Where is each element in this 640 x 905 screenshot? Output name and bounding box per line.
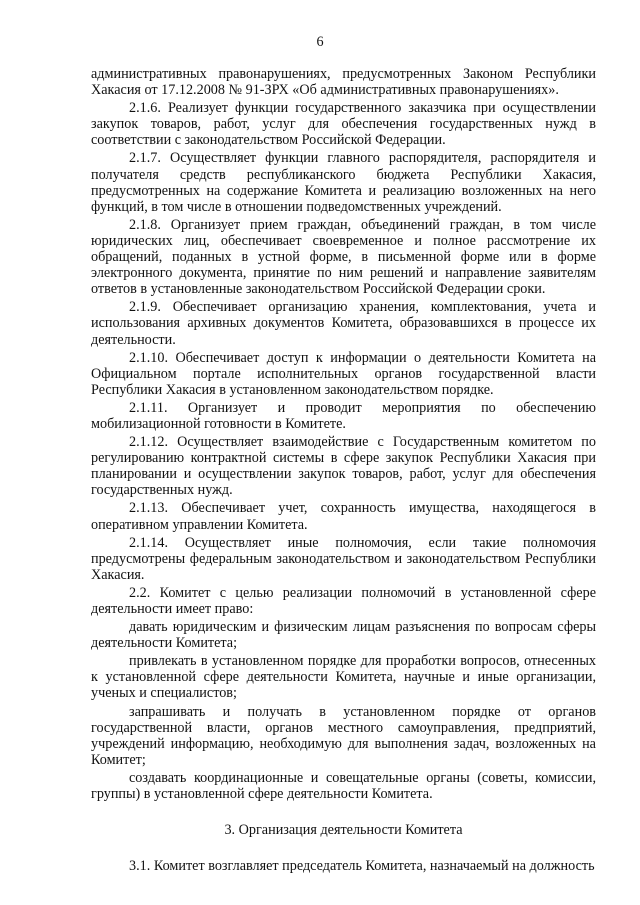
paragraph: 3.1. Комитет возглавляет председатель Комитета, назначаемый на должность — [129, 858, 595, 875]
paragraph: запрашивать и получать в установленном порядке от органов государственной власти, органов местного самоуправления, предприятий, учреждений информацию, необходимую для выполнения задач, возложенных на Комитет; — [91, 703, 596, 768]
document-body — [91, 66, 596, 876]
paragraph: 2.1.14. Осуществляет иные полномочия, если такие полномочия предусмотрены федеральным законодательством и законодательством Республики Хакасия. — [91, 534, 596, 583]
paragraph: 2.1.13. Обеспечивает учет, сохранность имущества, находящегося в оперативном управлении Комитета. — [91, 500, 596, 533]
paragraph-list — [91, 66, 596, 802]
section-paragraph-list — [91, 858, 596, 874]
paragraph: 2.1.8. Организует прием граждан, объединений граждан, в том числе юридических лиц, обеспечивает своевременное и полное рассмотрение их обращений, поданных в устной форме, в письменной форме или в форме электронного документа, принятие по ним решений и направление заявителям ответов в установленные законодательством Российской Федерации сроки. — [91, 216, 596, 298]
paragraph: 2.1.10. Обеспечивает доступ к информации о деятельности Комитета на Официальном портале исполнительных органов государственной власти Республики Хакасия в установленном законодательством порядке. — [91, 349, 596, 398]
paragraph: привлекать в установленном порядке для проработки вопросов, отнесенных к установленной сфере деятельности Комитета, научные и иные организации, ученых и специалистов; — [91, 653, 596, 702]
paragraph: создавать координационные и совещательные органы (советы, комиссии, группы) в установленной сфере деятельности Комитета. — [91, 769, 596, 803]
paragraph: 2.1.6. Реализует функции государственного заказчика при осуществлении закупок товаров, работ, услуг для обеспечения государственных нужд в соответствии с законодательством Российской Федерации. — [91, 100, 596, 149]
section-heading: 3. Организация деятельности Комитета — [224, 822, 463, 839]
paragraph: 2.1.7. Осуществляет функции главного распорядителя, распорядителя и получателя средств республиканского бюджета Республики Хакасия, предусмотренных на содержание Комитета и реализацию возложенных на него функций, в том числе в отношении подведомственных учреждений. — [91, 150, 596, 215]
paragraph: 2.1.9. Обеспечивает организацию хранения, комплектования, учета и использования архивных документов Комитета, образовавшихся в процессе их деятельности. — [91, 299, 596, 348]
paragraph: 2.2. Комитет с целью реализации полномочий в установленной сфере деятельности имеет право: — [91, 584, 596, 617]
paragraph: давать юридическим и физическим лицам разъяснения по вопросам сферы деятельности Комитета; — [91, 619, 596, 652]
paragraph: 2.1.12. Осуществляет взаимодействие с Государственным комитетом по регулированию контрактной системы в сфере закупок Республики Хакасия при планировании и осуществлении закупок товаров, работ, услуг для обеспечения государственных нужд. — [91, 434, 596, 499]
paragraph: административных правонарушениях, предусмотренных Законом Республики Хакасия от 17.12.2008 № 91-ЗРХ «Об административных правонарушениях». — [91, 66, 596, 99]
page-number: 6 — [316, 34, 324, 50]
paragraph: 2.1.11. Организует и проводит мероприятия по обеспечению мобилизационной готовности в Комитете. — [91, 399, 596, 432]
